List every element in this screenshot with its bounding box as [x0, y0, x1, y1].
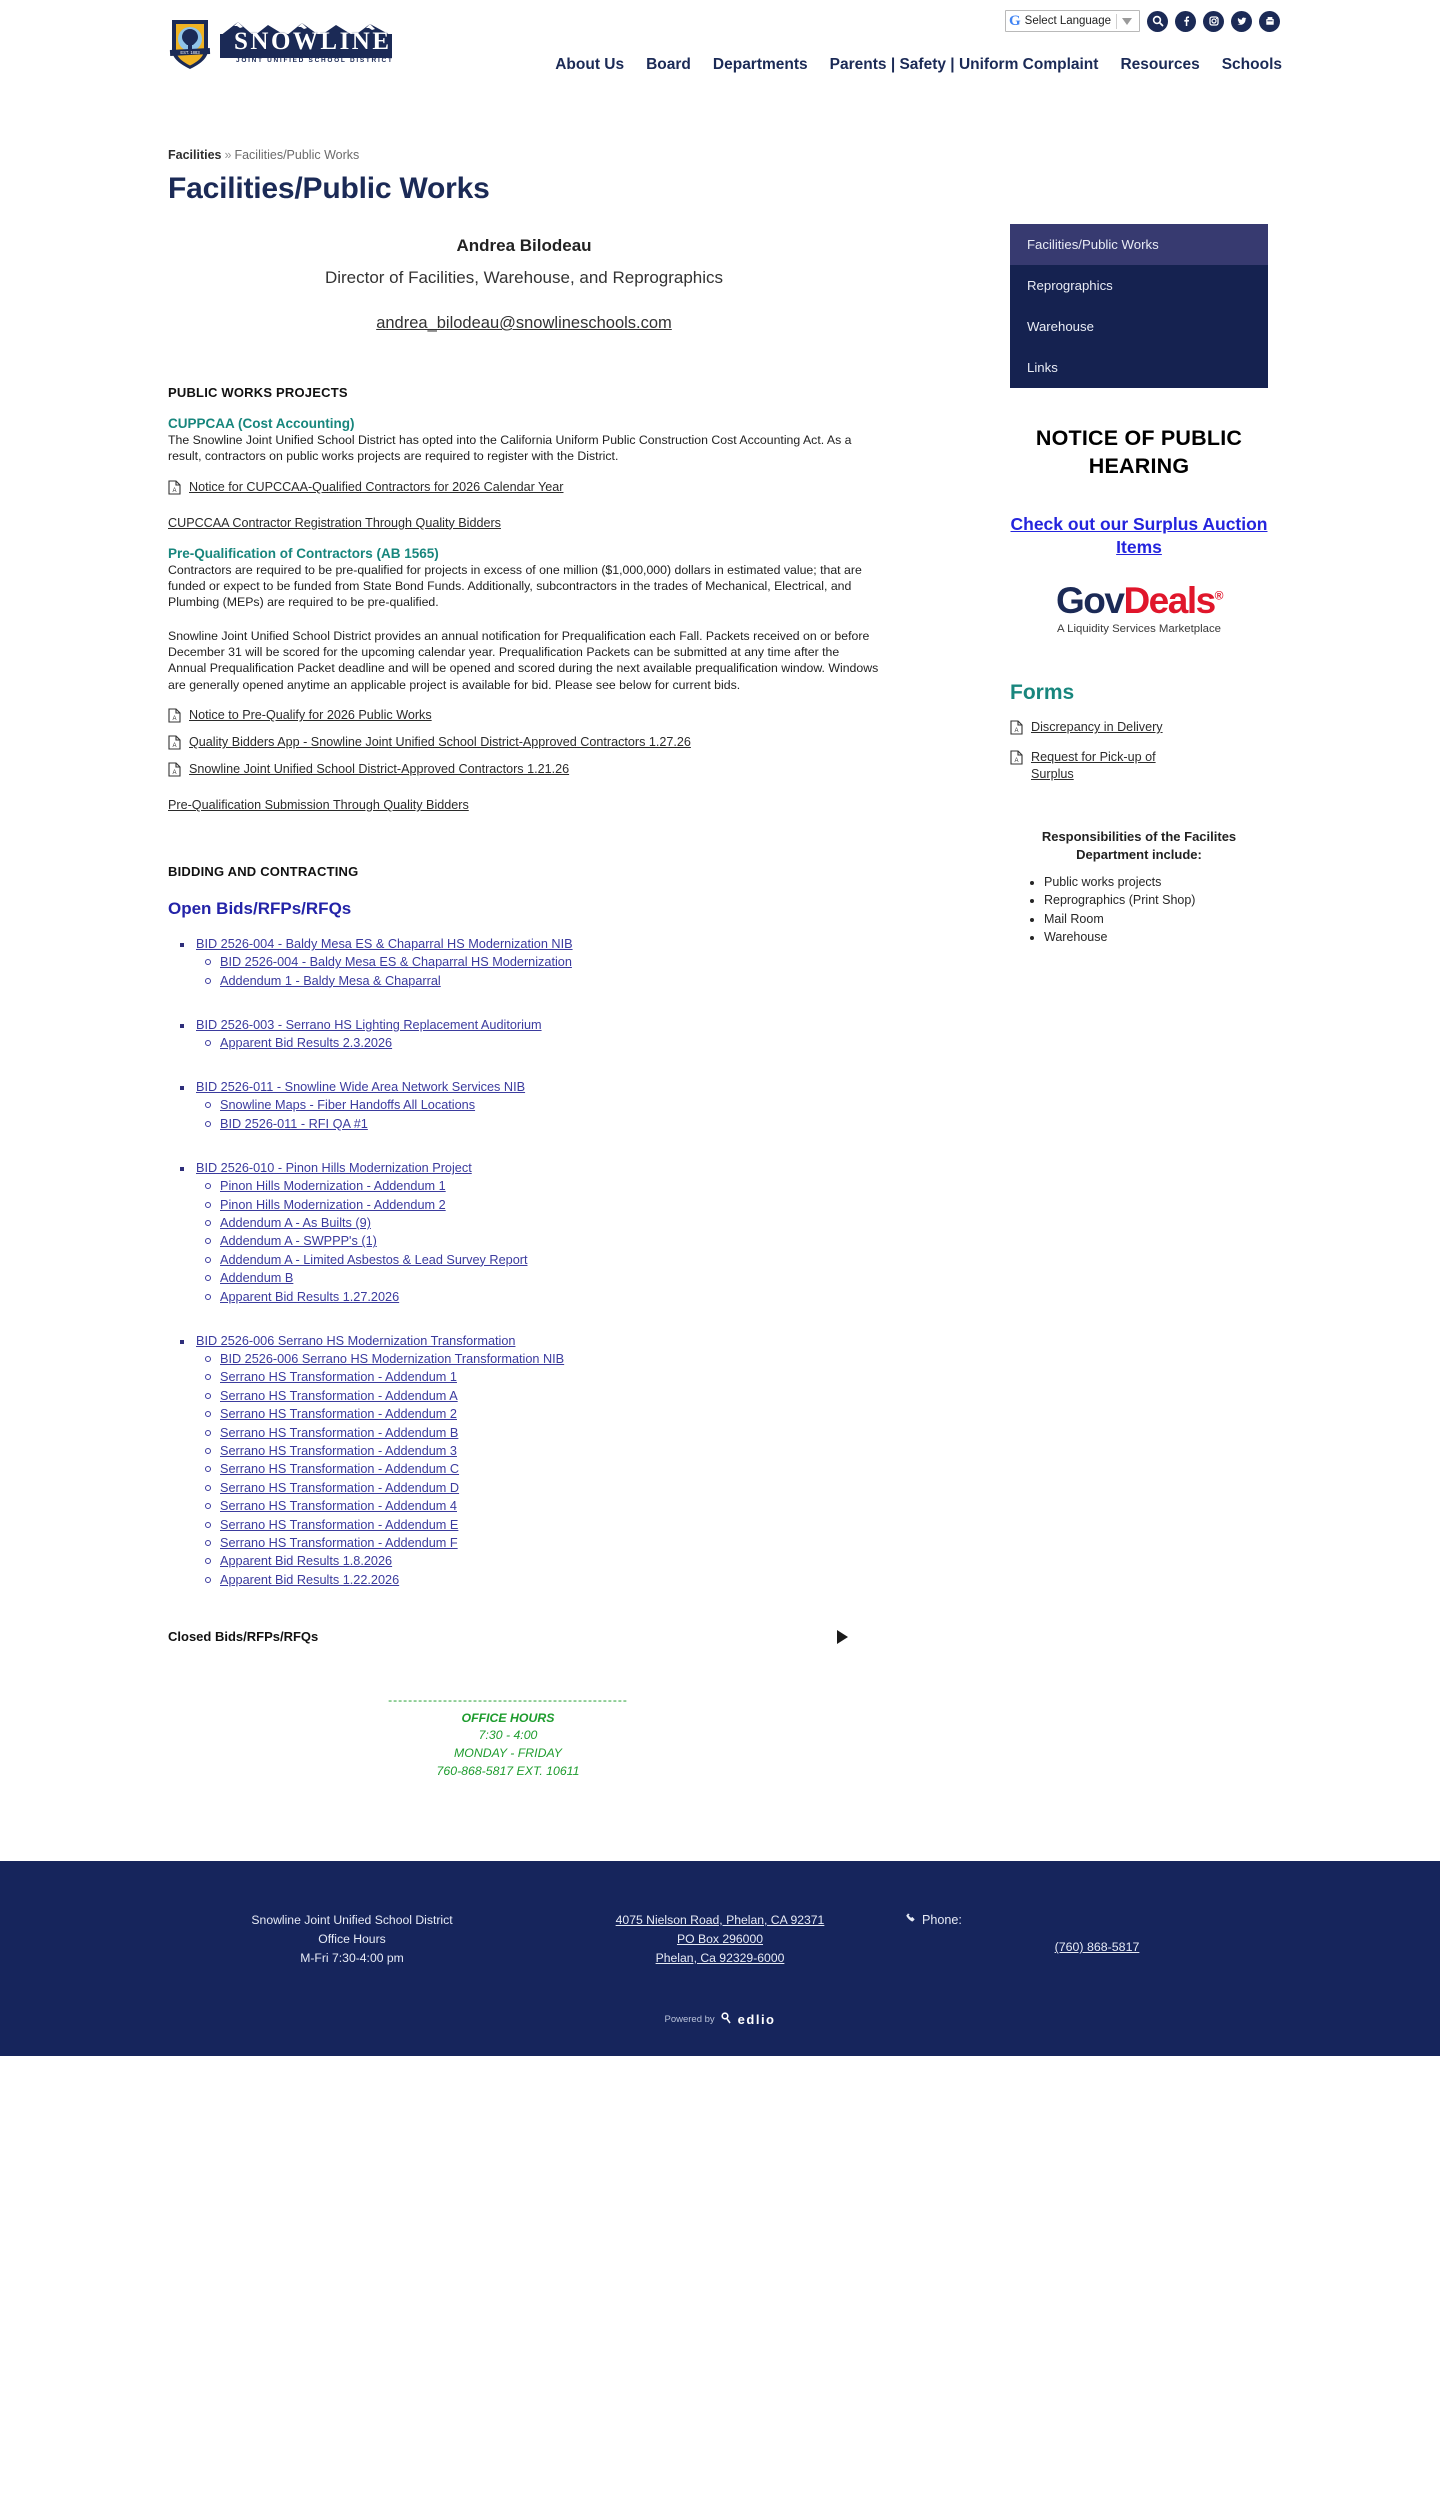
bid-document-list [168, 1034, 880, 1052]
bid-title-row [168, 1334, 880, 1348]
bid-document-item [168, 1497, 880, 1515]
bid-document-link[interactable]: Serrano HS Transformation - Addendum 3 [220, 1444, 457, 1458]
bid-document-link[interactable]: Serrano HS Transformation - Addendum B [220, 1425, 459, 1440]
responsibilities-heading: Responsibilities of the Facilites Department include: [1041, 828, 1237, 863]
site-header [0, 0, 1440, 112]
cuppcaa-heading: CUPPCAA (Cost Accounting) [168, 416, 355, 431]
bid-document-item [168, 1405, 880, 1423]
public-works-heading: PUBLIC WORKS PROJECTS [168, 385, 348, 400]
sidebar-item-reprographics[interactable]: Reprographics [1027, 278, 1113, 293]
bid-group [168, 1080, 880, 1133]
closed-bids-row[interactable] [168, 1629, 848, 1644]
google-g-icon: G [1009, 12, 1021, 29]
pdf-icon [1010, 720, 1023, 740]
pdf-icon [168, 762, 181, 782]
bid-title-row [168, 1018, 880, 1032]
prequal-submission-link[interactable]: Pre-Qualification Submission Through Quality Bidders [168, 798, 469, 813]
prequal-notice-link[interactable]: Notice to Pre-Qualify for 2026 Public Works [189, 708, 432, 723]
nav-item-about-us[interactable]: About Us [555, 56, 625, 73]
pdf-icon [1010, 750, 1023, 770]
footer-district-name: Snowline Joint Unified School District [251, 1912, 453, 1927]
bid-group [168, 937, 880, 990]
search-icon[interactable] [1147, 11, 1168, 32]
bid-document-item [168, 1096, 880, 1114]
footer-district-info [168, 1911, 536, 1968]
nav-item-board[interactable]: Board [646, 56, 691, 73]
office-hours-phone: 760-868-5817 EXT. 10611 [436, 1764, 580, 1779]
footer-office-hours-label: Office Hours [318, 1931, 386, 1946]
breadcrumb-separator: » [224, 148, 232, 162]
office-hours-divider: ------------------------------------------------ [388, 1693, 628, 1708]
calendar-icon[interactable] [1259, 11, 1280, 32]
responsibility-item: • Mail Room [1044, 910, 1268, 928]
bid-document-link[interactable]: BID 2526-011 - RFI QA #1 [220, 1116, 368, 1131]
bid-document-list [168, 1177, 880, 1306]
bid-group [168, 1334, 880, 1589]
svg-text:EST. 1883: EST. 1883 [180, 50, 200, 55]
google-translate-select[interactable] [1005, 10, 1140, 32]
section-navigation[interactable] [1010, 224, 1268, 388]
sidebar-column [1010, 224, 1268, 946]
breadcrumb-current: Facilities/Public Works [234, 148, 360, 162]
bid-document-item [168, 1115, 880, 1133]
office-hours-block [168, 1692, 848, 1781]
sidebar-item-links[interactable]: Links [1027, 360, 1058, 375]
discrepancy-in-delivery-link[interactable]: Discrepancy in Delivery [1031, 720, 1163, 735]
main-navigation[interactable] [555, 56, 1282, 74]
cuppcaa-notice-link[interactable]: Notice for CUPCCAA-Qualified Contractors for 2026 Calendar Year [189, 479, 564, 494]
bid-group [168, 1018, 880, 1052]
bidding-heading: BIDDING AND CONTRACTING [168, 864, 359, 880]
bid-document-item [168, 1516, 880, 1534]
bid-title-link[interactable]: BID 2526-011 - Snowline Wide Area Network Services NIB [196, 1080, 526, 1095]
svg-text:A: A [172, 716, 177, 723]
cuppcaa-body: The Snowline Joint Unified School District has opted into the California Uniform Public Construction Cost Accounting Act. As a result, contractors on public works projects are required to register with the District. [168, 433, 852, 464]
twitter-icon[interactable] [1231, 11, 1252, 32]
page-bottom-spacer [0, 2056, 1440, 2116]
bid-group [168, 1161, 880, 1306]
svg-text:A: A [172, 487, 177, 494]
pdf-link-row[interactable] [168, 761, 880, 782]
approved-contractors-link[interactable]: Snowline Joint Unified School District-Approved Contractors 1.21.26 [189, 762, 570, 777]
bid-document-link[interactable]: Apparent Bid Results 1.27.2026 [220, 1289, 400, 1304]
contact-name: Andrea Bilodeau [456, 236, 592, 255]
site-footer [0, 1861, 1440, 2056]
notice-of-public-hearing: NOTICE OF PUBLIC HEARING [1035, 426, 1243, 479]
govdeals-logo[interactable] [1010, 582, 1268, 635]
svg-text:A: A [1014, 758, 1019, 765]
bid-document-link[interactable]: Serrano HS Transformation - Addendum F [220, 1536, 458, 1551]
bid-document-link[interactable]: Pinon Hills Modernization - Addendum 1 [220, 1179, 446, 1194]
office-hours-days: MONDAY - FRIDAY [454, 1746, 562, 1761]
bid-document-item [168, 1460, 880, 1478]
bid-title-row [168, 937, 880, 951]
office-hours-title: OFFICE HOURS [461, 1710, 555, 1725]
bid-document-list [168, 1096, 880, 1133]
bid-document-link[interactable]: Serrano HS Transformation - Addendum D [220, 1480, 460, 1495]
open-bids-heading: Open Bids/RFPs/RFQs [168, 899, 352, 919]
bid-title-link[interactable]: BID 2526-006 Serrano HS Modernization Transformation [196, 1333, 516, 1348]
svg-text:A: A [172, 743, 177, 750]
forms-heading: Forms [1010, 681, 1075, 705]
nav-item-resources[interactable]: Resources [1120, 56, 1200, 73]
page-container [150, 112, 1290, 1781]
footer-phone-number[interactable]: (760) 868-5817 [1054, 1940, 1140, 1955]
prequal-heading: Pre-Qualification of Contractors (AB 1565) [168, 545, 439, 561]
instagram-icon[interactable] [1203, 11, 1224, 32]
bid-document-item [168, 1269, 880, 1287]
pdf-link-row[interactable] [168, 734, 880, 755]
sidebar-item-warehouse[interactable]: Warehouse [1027, 319, 1094, 334]
footer-address [536, 1911, 904, 1968]
phone-icon [904, 1911, 916, 1931]
logo-subtitle: JOINT UNIFIED SCHOOL DISTRICT [236, 57, 394, 64]
bid-document-link[interactable]: Snowline Maps - Fiber Handoffs All Locations [220, 1098, 476, 1113]
bid-document-item [168, 1534, 880, 1552]
registered-mark-icon: ® [1214, 588, 1223, 603]
bid-title-link[interactable]: BID 2526-010 - Pinon Hills Modernization Project [196, 1161, 472, 1176]
bid-document-item [168, 1368, 880, 1386]
sidebar-item-facilities-public-works[interactable]: Facilities/Public Works [1010, 224, 1268, 265]
chevron-down-icon[interactable] [1122, 18, 1132, 25]
bid-document-item [168, 953, 880, 971]
bid-document-item [168, 1251, 880, 1269]
bid-document-link[interactable]: Serrano HS Transformation - Addendum C [220, 1462, 460, 1477]
pdf-icon [168, 735, 181, 755]
contact-email-link[interactable]: andrea_bilodeau@snowlineschools.com [376, 314, 672, 332]
powered-by-edlio[interactable] [0, 1968, 1440, 2056]
request-pickup-surplus-link[interactable]: Request for Pick-up of Surplus [1031, 750, 1156, 781]
expand-arrow-icon[interactable] [837, 1630, 848, 1644]
bid-document-item [168, 1479, 880, 1497]
edlio-logo-icon [720, 2012, 733, 2028]
bid-document-link[interactable]: BID 2526-006 Serrano HS Modernization Transformation NIB [220, 1351, 565, 1366]
office-hours-time: 7:30 - 4:00 [478, 1728, 538, 1743]
bid-document-item [168, 972, 880, 990]
quality-bidders-app-link[interactable]: Quality Bidders App - Snowline Joint Unified School District-Approved Contractors 1.27.26 [189, 735, 691, 750]
svg-text:A: A [172, 770, 177, 777]
closed-bids-label: Closed Bids/RFPs/RFQs [168, 1629, 319, 1645]
pdf-link-row[interactable] [168, 479, 880, 500]
powered-by-label: Powered by [664, 2014, 715, 2026]
bid-document-item [168, 1232, 880, 1250]
site-logo[interactable] [168, 14, 396, 72]
bid-document-link[interactable]: Serrano HS Transformation - Addendum 4 [220, 1499, 457, 1514]
govdeals-gov-text: Gov [1055, 580, 1124, 622]
bid-document-item [168, 1387, 880, 1405]
bid-document-list [168, 1350, 880, 1589]
prequal-body-2: Snowline Joint Unified School District provides an annual notification for Prequalification each Fall. Packets received on or before December 31 will be scored for the upcoming calendar year. Prequalification Packets can be submitted at any time after the Annual Prequalification Packet deadline and will be opened and scored during the next available prequalification window. Windows are generally opened anytime an applicable project is available for bid. Please see below for current bids. [168, 628, 879, 692]
utility-bar [1005, 10, 1280, 32]
bid-document-item [168, 1552, 880, 1570]
forms-list [1010, 719, 1268, 782]
breadcrumb-parent[interactable]: Facilities [168, 148, 222, 162]
surplus-auction-promo[interactable] [1010, 513, 1268, 559]
footer-office-hours-value: M-Fri 7:30-4:00 pm [300, 1950, 404, 1965]
responsibility-item: • Reprographics (Print Shop) [1044, 891, 1268, 909]
responsibility-item: • Public works projects [1044, 873, 1268, 891]
footer-phone-row [904, 1911, 1272, 1931]
bid-document-link[interactable]: Serrano HS Transformation - Addendum 1 [220, 1370, 457, 1385]
bid-document-link[interactable]: Apparent Bid Results 1.22.2026 [220, 1572, 400, 1587]
bid-document-item [168, 1196, 880, 1214]
bid-title-row [168, 1161, 880, 1175]
pdf-icon [168, 708, 181, 728]
divider [1116, 14, 1117, 29]
bid-document-item [168, 1424, 880, 1442]
edlio-wordmark: edlio [737, 2012, 776, 2028]
pdf-link-row[interactable] [168, 707, 880, 728]
bid-document-link[interactable]: Apparent Bid Results 1.8.2026 [220, 1554, 393, 1569]
bid-document-link[interactable]: Addendum A - As Builts (9) [220, 1215, 371, 1230]
snowline-shield-icon [168, 17, 212, 69]
bid-document-link[interactable]: BID 2526-004 - Baldy Mesa ES & Chaparral HS Modernization [220, 955, 572, 970]
bid-document-link[interactable]: Apparent Bid Results 2.3.2026 [220, 1035, 393, 1050]
bid-document-item [168, 1571, 880, 1589]
translate-label: Select Language [1024, 15, 1111, 27]
cuppcaa-registration-link[interactable]: CUPCCAA Contractor Registration Through Quality Bidders [168, 515, 501, 530]
footer-phone-block [904, 1911, 1272, 1958]
bid-document-item [168, 1442, 880, 1460]
bid-document-link[interactable]: Addendum 1 - Baldy Mesa & Chaparral [220, 973, 441, 988]
bid-document-item [168, 1214, 880, 1232]
bid-title-link[interactable]: BID 2526-004 - Baldy Mesa ES & Chaparral HS Modernization NIB [196, 937, 573, 952]
footer-address-line-2[interactable]: PO Box 296000 [676, 1931, 764, 1946]
bid-document-link[interactable]: Serrano HS Transformation - Addendum E [220, 1517, 459, 1532]
pdf-link-row[interactable] [1010, 719, 1268, 740]
surplus-auction-link[interactable]: Check out our Surplus Auction Items [1010, 513, 1268, 557]
nav-item-schools[interactable]: Schools [1221, 56, 1282, 73]
open-bids-list [168, 937, 880, 1589]
bid-title-link[interactable]: BID 2526-003 - Serrano HS Lighting Replacement Auditorium [196, 1017, 542, 1032]
facebook-icon[interactable] [1175, 11, 1196, 32]
responsibilities-list [1010, 873, 1268, 946]
nav-item-departments[interactable]: Departments [712, 56, 808, 73]
pdf-icon [168, 480, 181, 500]
contact-role: Director of Facilities, Warehouse, and Reprographics [324, 268, 724, 287]
prequal-body-1: Contractors are required to be pre-qualified for projects in excess of one million ($1,000,000) dollars in estimated value; that are funded or expect to be funded from State Bond Funds. Additionally, subcontractors in the trades of Mechanical, Electrical, and Plumbing (MEPs) are required to be pre-qualified. [168, 562, 862, 610]
nav-item-parents-safety-uniform-complaint[interactable]: Parents | Safety | Uniform Complaint [829, 56, 1099, 73]
footer-address-line-3[interactable]: Phelan, Ca 92329-6000 [655, 1950, 785, 1965]
bid-document-link[interactable]: Addendum A - Limited Asbestos & Lead Survey Report [220, 1252, 528, 1267]
bid-document-link[interactable]: Pinon Hills Modernization - Addendum 2 [220, 1197, 446, 1212]
bid-document-item [168, 1350, 880, 1368]
contact-block [168, 224, 880, 333]
page-title: Facilities/Public Works [168, 172, 490, 205]
bid-document-link[interactable]: Addendum A - SWPPP's (1) [220, 1234, 377, 1249]
logo-wordmark: SNOWLINE [234, 28, 392, 55]
bid-document-link[interactable]: Serrano HS Transformation - Addendum 2 [220, 1407, 457, 1422]
bid-document-link[interactable]: Addendum B [220, 1271, 294, 1286]
footer-address-line-1[interactable]: 4075 Nielson Road, Phelan, CA 92371 [615, 1912, 825, 1927]
svg-text:A: A [1014, 728, 1019, 735]
bid-document-list [168, 953, 880, 990]
breadcrumb [168, 112, 1272, 162]
govdeals-deals-text: Deals [1123, 580, 1215, 622]
bid-document-item [168, 1177, 880, 1195]
bid-document-item [168, 1034, 880, 1052]
footer-phone-label: Phone: [922, 1912, 962, 1927]
bid-title-row [168, 1080, 880, 1094]
responsibility-item: • Warehouse [1044, 928, 1268, 946]
main-content-column [168, 224, 880, 1781]
pdf-link-row[interactable] [1010, 749, 1268, 782]
govdeals-tagline: A Liquidity Services Marketplace [1057, 623, 1221, 636]
bid-document-link[interactable]: Serrano HS Transformation - Addendum A [220, 1388, 458, 1403]
bid-document-item [168, 1288, 880, 1306]
